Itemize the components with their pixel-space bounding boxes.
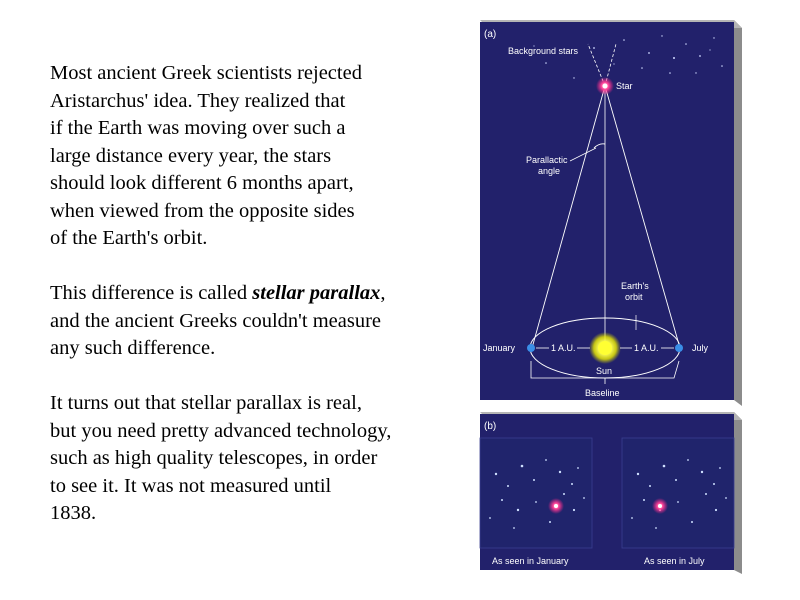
star-core	[603, 84, 608, 89]
star-core-january	[554, 504, 558, 508]
view-july-frame	[622, 438, 734, 548]
text-line: 1838.	[50, 502, 97, 524]
label-earths-orbit-line2: orbit	[625, 292, 643, 302]
label-parallactic-angle-line2: angle	[538, 166, 561, 176]
earth-january-marker	[527, 344, 535, 352]
panel-label-b: (b)	[484, 421, 497, 432]
paragraph-greek-rejection	[50, 60, 470, 253]
text-line: of the Earth's orbit.	[50, 227, 208, 249]
text-line: large distance every year, the stars	[50, 144, 332, 167]
text-line: Most ancient Greek scientists rejected	[50, 62, 362, 84]
text-line: It turns out that stellar parallax is real,	[50, 392, 362, 414]
label-sun: Sun	[596, 366, 613, 376]
text-line: Aristarchus' idea. They realized that	[50, 89, 346, 112]
figure-b-svg	[474, 410, 746, 576]
text-line: any such difference.	[50, 337, 216, 359]
view-july	[622, 438, 734, 548]
label-earths-orbit-line1: Earth's	[621, 281, 649, 291]
label-parallactic-angle-line1: Parallactic	[526, 155, 568, 165]
label-au-right: 1 A.U.	[634, 343, 659, 353]
label-background-stars: Background stars	[508, 46, 579, 56]
label-july: July	[692, 343, 709, 353]
text-line: to see it. It was not measured until	[50, 474, 332, 497]
sun-core	[598, 341, 612, 355]
text-line: but you need pretty advanced technology,	[50, 419, 392, 442]
label-baseline: Baseline	[585, 388, 620, 398]
earth-july-marker	[675, 344, 683, 352]
panel-label-a: (a)	[484, 29, 497, 40]
text-line: and the ancient Greeks couldn't measure	[50, 309, 381, 332]
caption-january: As seen in January	[492, 556, 569, 566]
figure-a-parallax-diagram	[474, 18, 746, 408]
figure-b-star-fields	[474, 410, 746, 576]
paragraph-measurement	[50, 390, 470, 528]
panel-edge-right	[734, 412, 742, 574]
stellar-parallax-term: stellar parallax	[252, 282, 381, 304]
text-line: such as high quality telescopes, in order	[50, 447, 378, 469]
view-january	[480, 438, 592, 548]
label-au-left: 1 A.U.	[551, 343, 576, 353]
label-star: Star	[616, 81, 633, 91]
text-line: when viewed from the opposite sides	[50, 199, 355, 222]
text-fragment: This difference is called	[50, 282, 253, 304]
body-text	[50, 60, 470, 555]
text-line	[50, 280, 470, 308]
caption-july: As seen in July	[644, 556, 705, 566]
text-line: should look different 6 months apart,	[50, 172, 354, 194]
panel-edge-right	[734, 20, 742, 406]
figure-a-svg	[474, 18, 746, 408]
text-line: if the Earth was moving over such a	[50, 117, 346, 139]
paragraph-stellar-parallax	[50, 280, 470, 363]
label-january: January	[483, 343, 516, 353]
view-january-frame	[480, 438, 592, 548]
text-fragment: ,	[380, 282, 386, 304]
star-core-july	[658, 504, 662, 508]
